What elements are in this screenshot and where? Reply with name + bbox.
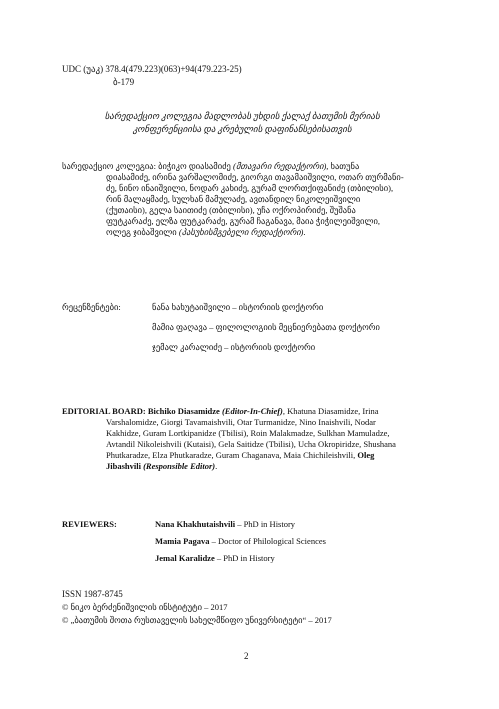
board-en-line: Avtandil Nikoleishvili (Kutaisi), Gela Saitidze (Tbilisi), Ucha Okropiridze, Shushana: [106, 439, 396, 449]
board-en-lead: EDITORIAL BOARD:: [62, 406, 146, 416]
board-en-line-tail: , Khatuna Diasamidze, Irina: [282, 406, 379, 416]
board-en-line: Kakhidze, Guram Lortkipanidze (Tbilisi), Roin Malakmadze, Sulkhan Mamuladze,: [106, 428, 390, 438]
acknowledgement-title-line1: სარედაქციო კოლეგია მადლობას უხდის ქალაქ ბათუმის მერიას: [104, 111, 380, 121]
reviewer-ka-item: [152, 302, 323, 313]
board-en-line: Varshalomidze, Giorgi Tavamaishvili, Otar Turmanidze, Nino Inaishvili, Nodar: [106, 417, 376, 427]
reviewer-en-name: Mamia Pagava: [155, 536, 210, 546]
reviewers-ka-label: რეცენზენტები:: [62, 302, 121, 312]
board-ka-editor-in-chief: ბიჭიკო დიასამიძე: [158, 161, 231, 171]
bbk-code: ბ-179: [113, 77, 135, 87]
acknowledgement-title-line2: კონფერენციისა და კრებულის დაფინანსებისათვის: [132, 124, 352, 134]
board-en-responsible-last: Jibashvili: [106, 461, 141, 471]
page-number: 2: [244, 651, 249, 661]
board-ka-line-tail: .: [303, 227, 306, 237]
reviewer-ka-role: – ისტორიის დოქტორი: [230, 302, 324, 312]
issn: ISSN 1987-8745: [62, 589, 123, 599]
board-ka-lead: სარედაქციო კოლეგია:: [62, 161, 156, 171]
board-ka-line: (ქუთაისი), გელა საითიძე (თბილისი), უჩა ოქროპირიძე, შუშანა: [106, 205, 356, 215]
reviewer-en-item: [155, 553, 275, 564]
reviewer-ka-role: – ფილოლოგიის მეცნიერებათა დოქტორი: [207, 322, 380, 332]
board-en-line-tail: .: [215, 461, 218, 471]
board-en-responsible-first: Oleg: [357, 450, 375, 460]
udc-code: UDC (უაკ) 378.4(479.223)(063)+94(479.223-25): [62, 64, 242, 74]
reviewer-ka-name: ჯემალ კარალიძე: [152, 342, 223, 352]
reviewer-en-role: – Doctor of Philological Sciences: [209, 536, 326, 546]
editorial-board-en: [62, 406, 442, 472]
board-ka-line: რინ მალაყმაძე, სულხან მამულაძე, ავთანდილ ნიკოლეიშვილი: [106, 194, 361, 204]
board-ka-line-tail: , ხათუნა: [326, 161, 360, 171]
board-ka-line: ძე, ნინო ინაიშვილი, ნოდარ კახიძე, გურამ ლორთქიფანიძე (თბილისი),: [106, 183, 394, 193]
reviewer-en-role: – PhD in History: [214, 553, 275, 563]
reviewers-en-label: REVIEWERS:: [62, 519, 117, 529]
copyright-line-2: © „ბათუმის შოთა რუსთაველის სახელმწიფო უნივერსიტეტი“ – 2017: [62, 615, 332, 625]
reviewer-en-item: [155, 519, 295, 530]
board-en-chief-role: (Editor-In-Chief): [221, 406, 283, 416]
reviewer-ka-name: ნანა ხახუტაიშვილი: [152, 302, 231, 312]
board-en-editor-in-chief: Bichiko Diasamidze: [147, 406, 220, 416]
reviewer-ka-item: [152, 342, 315, 353]
reviewer-en-item: [155, 536, 326, 547]
board-ka-line: ფუტკარაძე, ელზა ფუტკარაძე, გურამ ჩაგანავა, მაია ჭიჭილეიშვილი,: [106, 216, 381, 226]
editorial-board-ka: [62, 161, 442, 238]
reviewer-ka-item: [152, 322, 380, 333]
board-ka-responsible-role: (პასუხისმგებელი რედაქტორი): [178, 227, 304, 237]
reviewer-en-role: – PhD in History: [235, 519, 296, 529]
reviewer-ka-role: – ისტორიის დოქტორი: [222, 342, 316, 352]
board-en-responsible-role: (Responsible Editor): [143, 461, 216, 471]
board-ka-chief-role: (მთავარი რედაქტორი): [232, 161, 327, 171]
copyright-line-1: © ნიკო ბერძენიშვილის ინსტიტუტი – 2017: [62, 602, 228, 612]
reviewer-en-name: Jemal Karalidze: [155, 553, 215, 563]
reviewer-ka-name: მამია ფაღავა: [152, 322, 208, 332]
board-ka-line: დიასამიძე, ირინა ვარშალომიძე, გიორგი თავამაიშვილი, ოთარ თურმანი-: [106, 172, 404, 182]
reviewer-en-name: Nana Khakhutaishvili: [155, 519, 236, 529]
board-en-line: Phutkaradze, Elza Phutkaradze, Guram Chaganava, Maia Chichileishvili,: [106, 450, 356, 460]
board-ka-responsible-editor: ოლეგ ჯიბაშვილი: [106, 227, 177, 237]
